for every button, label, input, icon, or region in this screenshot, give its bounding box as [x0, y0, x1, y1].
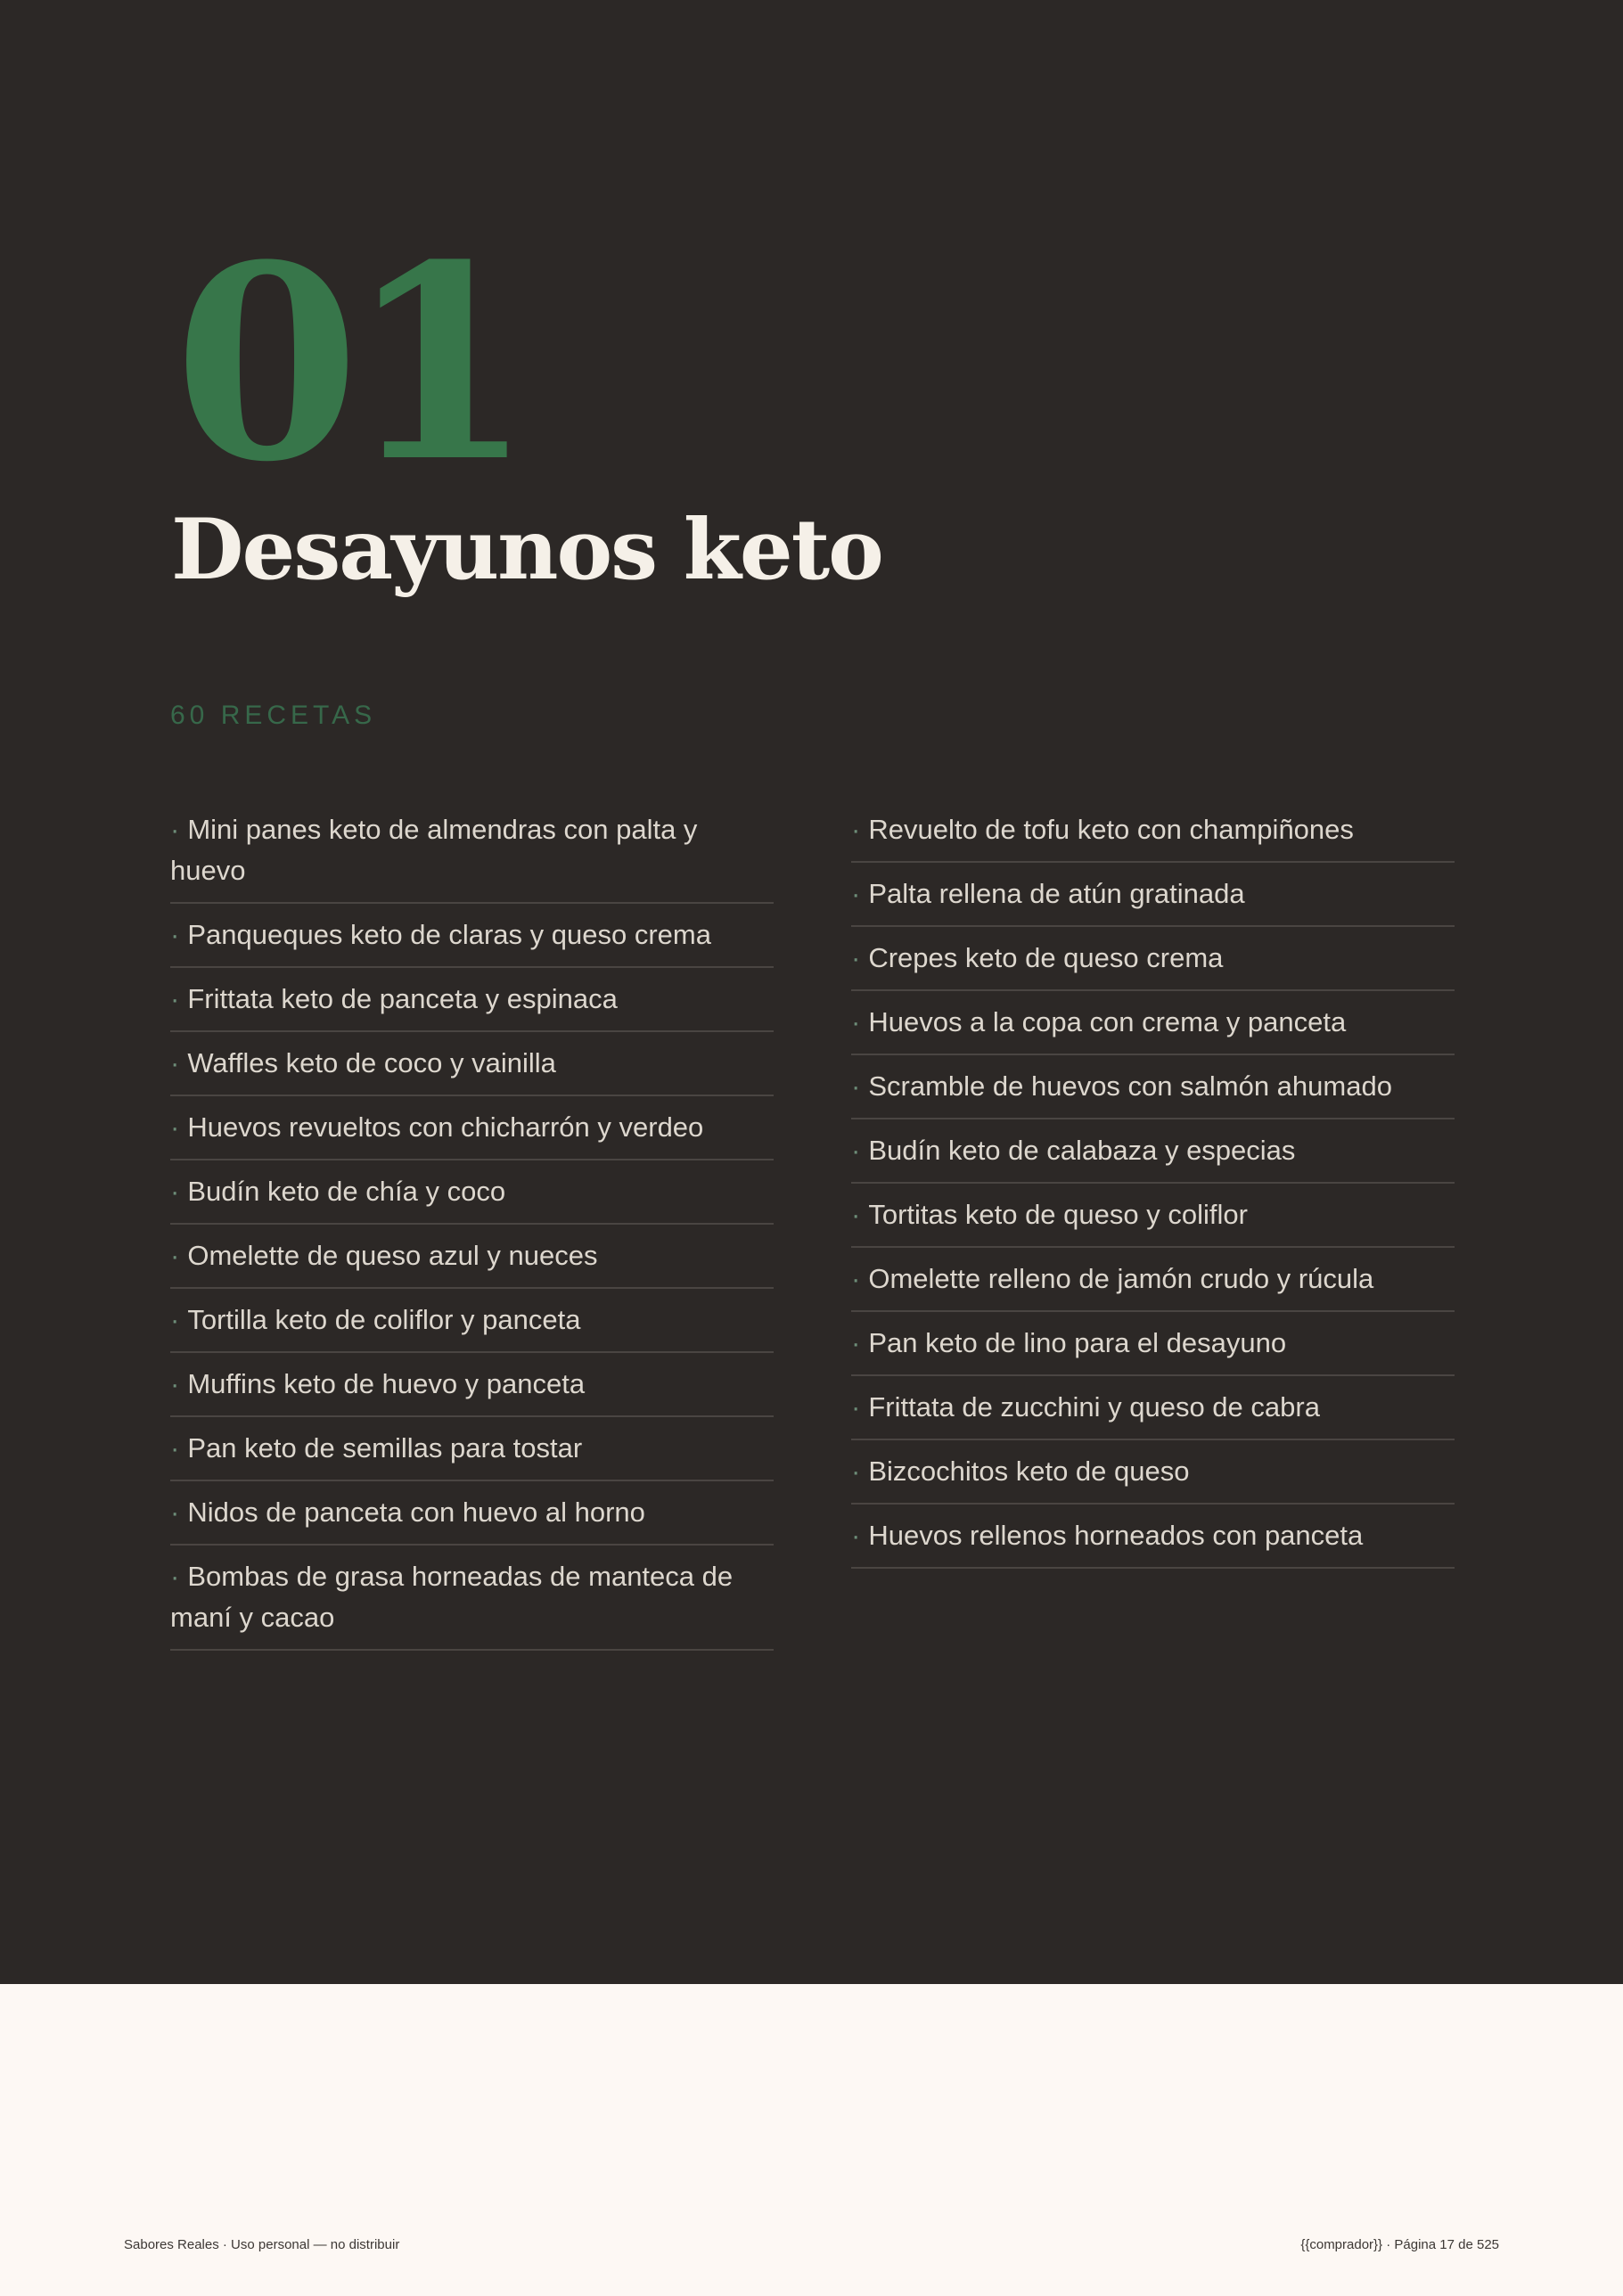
recipe-name: Frittata de zucchini y queso de cabra: [868, 1391, 1320, 1423]
recipe-item: [170, 904, 774, 968]
recipe-name: Omelette de queso azul y nueces: [187, 1240, 598, 1271]
bullet-icon: ·: [851, 1199, 861, 1230]
recipe-list-right: [851, 799, 1455, 1569]
recipe-item: [851, 1248, 1455, 1312]
bullet-icon: ·: [851, 1456, 861, 1487]
recipe-item: [851, 863, 1455, 927]
recipe-item: [851, 1184, 1455, 1248]
bullet-icon: ·: [851, 1135, 861, 1166]
recipe-item: [170, 1225, 774, 1289]
bullet-icon: ·: [851, 1520, 861, 1551]
recipe-name: Muffins keto de huevo y panceta: [187, 1368, 586, 1399]
bullet-icon: ·: [170, 1368, 180, 1399]
footer-right: {{comprador}} · Página 17 de 525: [1300, 2237, 1499, 2252]
recipe-item: [851, 1440, 1455, 1505]
recipe-item: [170, 968, 774, 1032]
recipe-name: Panqueques keto de claras y queso crema: [187, 919, 711, 950]
recipe-name: Huevos a la copa con crema y panceta: [868, 1006, 1347, 1037]
recipe-item: [851, 1119, 1455, 1184]
bullet-icon: ·: [170, 1111, 180, 1143]
recipe-name: Revuelto de tofu keto con champiñones: [868, 814, 1354, 845]
recipe-name: Frittata keto de panceta y espinaca: [187, 983, 618, 1014]
recipe-name: Tortitas keto de queso y coliflor: [868, 1199, 1248, 1230]
bullet-icon: ·: [170, 1432, 180, 1464]
recipe-item: [851, 1505, 1455, 1569]
recipe-name: Huevos revueltos con chicharrón y verdeo: [187, 1111, 704, 1143]
bullet-icon: ·: [170, 1047, 180, 1078]
recipe-item: [170, 1417, 774, 1481]
recipe-item: [170, 1546, 774, 1651]
recipe-item: [170, 1096, 774, 1160]
recipe-name: Budín keto de chía y coco: [187, 1176, 506, 1207]
bullet-icon: ·: [851, 1391, 861, 1423]
bullet-icon: ·: [170, 919, 180, 950]
recipe-item: [170, 1481, 774, 1546]
bullet-icon: ·: [851, 1263, 861, 1294]
bullet-icon: ·: [170, 1304, 180, 1335]
recipe-item: [851, 1055, 1455, 1119]
bullet-icon: ·: [170, 983, 180, 1014]
recipe-name: Pan keto de lino para el desayuno: [868, 1327, 1287, 1358]
bullet-icon: ·: [170, 814, 180, 845]
recipe-item: [851, 799, 1455, 863]
recipe-name: Pan keto de semillas para tostar: [187, 1432, 583, 1464]
recipe-name: Crepes keto de queso crema: [868, 942, 1224, 973]
recipe-name: Waffles keto de coco y vainilla: [187, 1047, 556, 1078]
recipe-name: Palta rellena de atún gratinada: [868, 878, 1245, 909]
recipe-name: Huevos rellenos horneados con panceta: [868, 1520, 1364, 1551]
recipe-list-left: [170, 799, 774, 1651]
recipe-item: [170, 1160, 774, 1225]
recipe-item: [851, 991, 1455, 1055]
bullet-icon: ·: [851, 1327, 861, 1358]
bullet-icon: ·: [851, 814, 861, 845]
recipe-name: Bombas de grasa horneadas de manteca de maní y cacao: [170, 1561, 734, 1633]
footer-left: Sabores Reales · Uso personal — no distribuir: [124, 2237, 400, 2252]
recipe-item: [170, 1289, 774, 1353]
bullet-icon: ·: [170, 1561, 180, 1592]
bullet-icon: ·: [851, 878, 861, 909]
recipe-count: 60 RECETAS: [170, 701, 377, 730]
recipe-item: [170, 799, 774, 904]
recipe-item: [170, 1032, 774, 1096]
bullet-icon: ·: [851, 1070, 861, 1102]
recipe-name: Budín keto de calabaza y especias: [868, 1135, 1296, 1166]
recipe-item: [170, 1353, 774, 1417]
recipe-item: [851, 1312, 1455, 1376]
bullet-icon: ·: [170, 1496, 180, 1528]
recipe-item: [851, 1376, 1455, 1440]
recipe-item: [851, 927, 1455, 991]
bullet-icon: ·: [170, 1176, 180, 1207]
recipe-name: Nidos de panceta con huevo al horno: [187, 1496, 645, 1528]
chapter-title: Desayunos keto: [171, 501, 882, 599]
recipe-name: Bizcochitos keto de queso: [868, 1456, 1190, 1487]
bullet-icon: ·: [851, 1006, 861, 1037]
chapter-number: 01: [174, 206, 521, 521]
recipe-name: Tortilla keto de coliflor y panceta: [187, 1304, 581, 1335]
recipe-name: Omelette relleno de jamón crudo y rúcula: [868, 1263, 1374, 1294]
bullet-icon: ·: [851, 942, 861, 973]
recipe-name: Scramble de huevos con salmón ahumado: [868, 1070, 1392, 1102]
bullet-icon: ·: [170, 1240, 180, 1271]
recipe-name: Mini panes keto de almendras con palta y huevo: [170, 814, 698, 886]
